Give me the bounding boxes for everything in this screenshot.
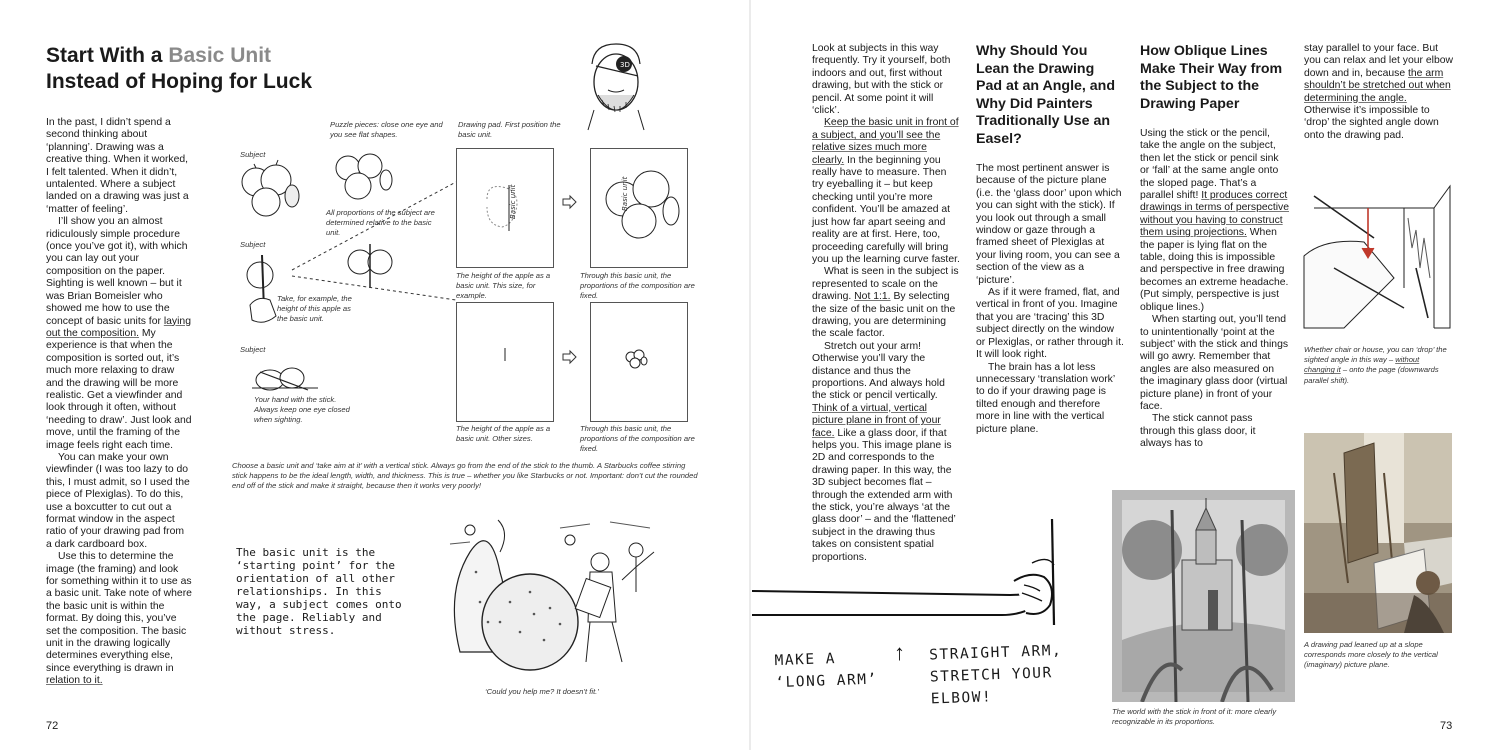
paragraph: In the past, I didn’t spend a second thinking about ‘planning’. Drawing was a creative thing. When it worked, I felt talented. When it didn’t, untalented. Where a subject landed on a drawing was just a ‘matter of feeling’. bbox=[46, 117, 189, 215]
right-col2-text bbox=[976, 163, 1124, 436]
caption-text: – onto the page (downwards parallel shift). bbox=[1304, 365, 1439, 385]
drawing-pad-1 bbox=[456, 148, 554, 268]
svg-text:3D: 3D bbox=[620, 61, 630, 69]
puzzle-caption: Puzzle pieces: close one eye and you see flat shapes. bbox=[330, 120, 443, 140]
drawing-pad-caption: Drawing pad. First position the basic unit. bbox=[458, 120, 561, 140]
photo2-caption: A drawing pad leaned up at a slope corresponds more closely to the vertical (imaginary) picture plane. bbox=[1304, 640, 1438, 670]
col3-heading: How Oblique Lines Make Their Way from the Subject to the Drawing Paper bbox=[1140, 43, 1283, 112]
through-caption-1: Through this basic unit, the proportions of the composition are fixed. bbox=[580, 271, 695, 301]
paragraph bbox=[1304, 43, 1454, 142]
underlined-phrase: relation to it. bbox=[46, 675, 103, 687]
paragraph bbox=[1140, 128, 1290, 314]
drawing-pad-4 bbox=[590, 302, 688, 422]
paragraph bbox=[46, 216, 192, 452]
figure-main-caption: Choose a basic unit and ‘take aim at it’ with a vertical stick. Always go from the end of the stick to the thumb. A Starbucks coffee stirring stick happens to be the ideal length, width, and thickness. This is true – whether you like Starbucks or not. Important: don’t cut the rounded end off of the stick and make it straight, because then it works very poorly! bbox=[232, 461, 698, 491]
subject-label-3: Subject bbox=[240, 345, 266, 354]
paragraph-text: What is seen in the subject is represented to scale on the drawing. bbox=[812, 266, 959, 303]
page-number-left: 72 bbox=[46, 720, 59, 732]
author-portrait-icon bbox=[580, 40, 650, 130]
paragraph-text: By selecting the size of the basic unit on the drawing, you are determining the scale factor. bbox=[812, 291, 956, 340]
col2-heading: Why Should You Lean the Drawing Pad at an Angle, and Why Did Painters Traditionally Use an Easel? bbox=[976, 43, 1116, 147]
arm-label-left: MAKE A ‘LONG ARM’ bbox=[774, 650, 878, 692]
example-caption: Take, for example, the height of this apple as the basic unit. bbox=[277, 294, 352, 324]
paragraph bbox=[812, 117, 960, 266]
paragraph-text: Stretch out your arm! Otherwise you’ll vary the distance and thus the proportions. And always hold the stick or pencil vertically. bbox=[812, 340, 945, 402]
paragraph: The stick cannot pass through this glass door, it always has to bbox=[1140, 413, 1256, 450]
underlined-phrase: Not 1:1. bbox=[854, 291, 891, 303]
paragraph bbox=[46, 551, 192, 687]
church-sketch-photo bbox=[1112, 490, 1295, 702]
apples-sketch-2 bbox=[250, 360, 320, 395]
paragraph: Look at subjects in this way frequently. Try it yourself, both indoors and out, first without drawing, but with the stick or pencil. At some point it will ‘click’. bbox=[812, 43, 951, 117]
through-caption-2: Through this basic unit, the proportions of the composition are fixed. bbox=[580, 424, 695, 454]
paragraph: The brain has a lot less unnecessary ‘translation work’ to do if your drawing page is tilted enough and therefore more in line with the vertical picture plane. bbox=[976, 361, 1115, 435]
paragraph-text: Like a glass door, if that helps you. This image plane is 2D and corresponds to the drawing paper. In this way, the 3D subject becomes flat – through the extended arm with the stick, you’re always ‘at the glass door’ – and the ‘flattened’ subject in the drawing thus takes on consistent spatial proportions. bbox=[812, 427, 956, 563]
underlined-phrase: the arm shouldn’t be stretched out when determining the angle. bbox=[1304, 67, 1451, 104]
sketch-caption bbox=[1304, 345, 1452, 386]
height-caption-1: The height of the apple as a basic unit. This size, for example. bbox=[456, 271, 551, 301]
left-page-title bbox=[46, 43, 366, 95]
height-caption-2: The height of the apple as a basic unit. Other sizes. bbox=[456, 424, 551, 444]
caption-text: Whether chair or house, you can ‘drop’ the sighted angle in this way – bbox=[1304, 345, 1447, 365]
left-body-text bbox=[46, 117, 192, 688]
paragraph: The most pertinent answer is because of the picture plane (i.e. the ‘glass door’ upon which you can sight with the stick). If you look out through a small window or gaze through a framed sheet of Plexiglas at your living room, you can see a section of the view as a ‘picture’. bbox=[976, 163, 1122, 286]
hand-caption: Your hand with the stick. Always keep one eye closed when sighting. bbox=[254, 395, 350, 425]
arm-label-right: STRAIGHT ARM, STRETCH YOUR ELBOW! bbox=[928, 642, 1063, 708]
title-part1: Start With a bbox=[46, 44, 169, 67]
paragraph-text: In the beginning you really have to measure. Then try eyeballing it – but keep checking until you’re more confident. You’ll be amazed at just how far apart seeing and reality are at first. Here, too, proceeding carefully will bring you up the learning curve faster. bbox=[812, 154, 960, 265]
proportions-caption: All proportions of the subject are determined relative to the basic unit. bbox=[326, 208, 435, 238]
underlined-phrase: Keep the basic unit in front of a subject, and you’ll see the relative sizes much more clearly. bbox=[812, 117, 959, 166]
paragraph-text: My experience is that when the composition is sorted out, it’s much more relaxing to draw and the drawing will be more realistic. Get a viewfinder and look through it often, without ‘needing to draw’. Just look and move, until the framing of the image feels right each time. bbox=[46, 327, 192, 451]
paragraph-text: When the paper is lying flat on the table, doing this is impossible and perspective in free drawing becomes an extreme headache. (Put simply, perspective is just oblique lines.) bbox=[1140, 227, 1289, 313]
drop-angle-sketch bbox=[1304, 178, 1452, 338]
easel-photo bbox=[1304, 433, 1452, 633]
cartoon-illustration bbox=[440, 512, 670, 677]
right-col4-text bbox=[1304, 43, 1454, 142]
paragraph-text: Otherwise it’s impossible to ‘drop’ the sighted angle down onto the drawing pad. bbox=[1304, 105, 1439, 141]
paragraph-text: Using the stick or the pencil, take the angle on the subject, then let the stick or pencil sink or ‘fall’ at the same angle onto the sloped page. That’s a parallel shift! bbox=[1140, 128, 1279, 202]
arrow-right-icon bbox=[562, 350, 578, 364]
up-arrow-icon: ↑ bbox=[894, 640, 905, 665]
drawing-pad-2 bbox=[590, 148, 688, 268]
basic-unit-label: Basic unit bbox=[621, 176, 629, 211]
paragraph bbox=[812, 266, 960, 340]
book-gutter bbox=[749, 0, 751, 750]
paragraph-text: stay parallel to your face. But you can relax and let your elbow down and in, because bbox=[1304, 43, 1454, 79]
photo1-caption: The world with the stick in front of it: more clearly recognizable in its proportions. bbox=[1112, 707, 1277, 727]
basic-unit-label: Basic unit bbox=[509, 184, 517, 219]
subject-label-1: Subject bbox=[240, 150, 266, 159]
long-arm-illustration bbox=[752, 515, 1082, 635]
title-line2: Instead of Hoping for Luck bbox=[46, 70, 312, 93]
subject-label-2: Subject bbox=[240, 240, 266, 249]
drawing-pad-3 bbox=[456, 302, 554, 422]
page-number-right: 73 bbox=[1440, 720, 1453, 732]
arrow-right-icon bbox=[562, 195, 578, 209]
paragraph: You can make your own viewfinder (I was too lazy to do this, I must admit, so I used the piece of Plexiglas). To do this, use a boxcutter to cut out a format window in the aspect ratio of your drawing pad from a dark cardboard box. bbox=[46, 451, 190, 550]
paragraph: As if it were framed, flat, and vertical in front of you. Imagine that you are ‘tracing’ this 3D subject directly on the window or Plexiglas, or rather through it. It will look right. bbox=[976, 287, 1124, 361]
underlined-phrase: It produces correct drawings in terms of perspective without you having to construct them using projections. bbox=[1140, 190, 1289, 239]
underlined-phrase: laying out the composition. bbox=[46, 315, 191, 339]
right-col3-text bbox=[1140, 128, 1290, 451]
paragraph-text: Use this to determine the image (the framing) and look for something within it to use as a basic unit. Take note of where the basic unit is within the format. By doing this, you’ve set the composition. The basic unit in the drawing logically determines everything else, since everything is drawn in bbox=[46, 551, 192, 674]
title-highlight: Basic Unit bbox=[168, 44, 272, 67]
paragraph: When starting out, you’ll tend to unintentionally ‘point at the subject’ with the stick and things will go awry. Remember that angles are also measured on the imaginary glass door (virtual picture plane) in front of your face. bbox=[1140, 314, 1289, 412]
cartoon-caption: ‘Could you help me? It doesn’t fit.’ bbox=[485, 687, 599, 696]
sight-lines bbox=[290, 180, 470, 320]
callout-text: The basic unit is the ‘starting point’ for the orientation of all other relationships. In this way, a subject comes onto the page. Reliably and without stress. bbox=[236, 546, 402, 637]
underlined-phrase: Think of a virtual, vertical picture plane in front of your face. bbox=[812, 402, 941, 439]
underlined-phrase: without changing it bbox=[1304, 355, 1420, 375]
paragraph-text: I’ll show you an almost ridiculously simple procedure (once you’ve got it), with which you can lay out your composition on the paper. Sighting is well known – but it was Brian Bomeisler who showed me how to use the concept of basic units for bbox=[46, 216, 188, 327]
right-col1-text bbox=[812, 43, 960, 564]
